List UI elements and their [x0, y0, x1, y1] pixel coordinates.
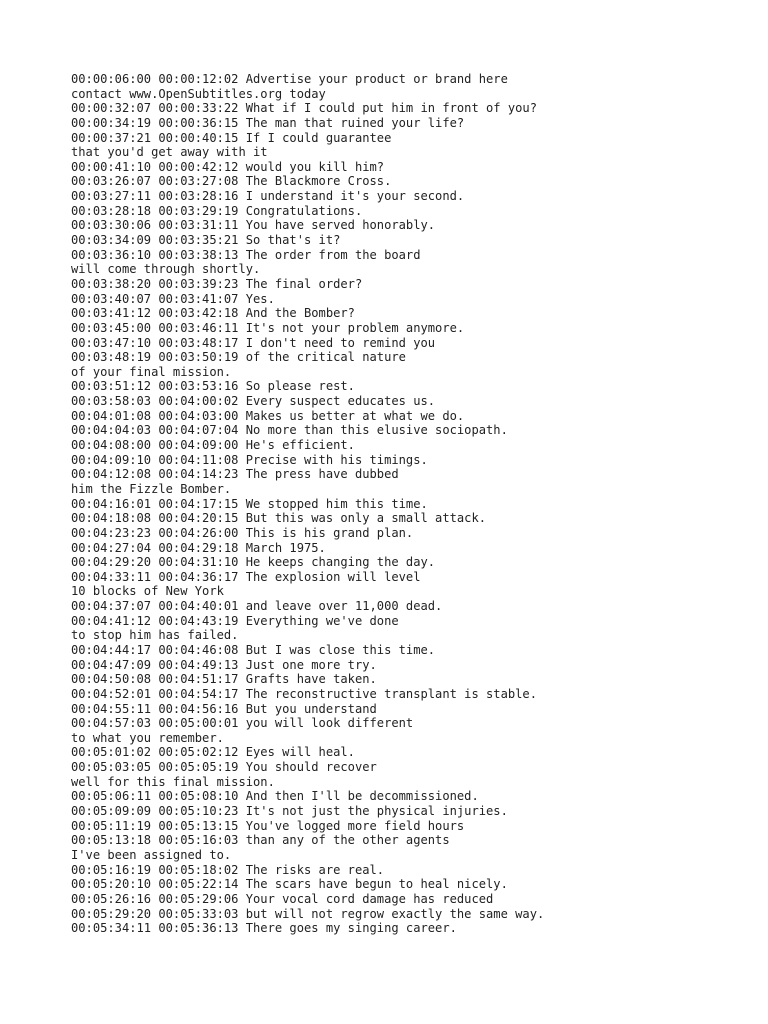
subtitle-line: 00:04:55:11 00:04:56:16 But you understand [71, 701, 377, 716]
subtitle-line: 00:04:44:17 00:04:46:08 But I was close this time. [71, 642, 436, 657]
subtitle-line: 00:05:11:19 00:05:13:15 You've logged more field hours [71, 818, 465, 833]
subtitle-line: 00:03:45:00 00:03:46:11 It's not your problem anymore. [71, 320, 465, 335]
subtitle-line: 00:04:08:00 00:04:09:00 He's efficient. [71, 438, 355, 453]
subtitle-line: 00:05:16:19 00:05:18:02 The risks are real. [71, 862, 385, 877]
subtitle-line: 00:04:16:01 00:04:17:15 We stopped him this time. [71, 496, 428, 511]
subtitle-line: 00:03:41:12 00:03:42:18 And the Bomber? [71, 306, 355, 321]
subtitle-line: 00:04:09:10 00:04:11:08 Precise with his timings. [71, 452, 428, 467]
subtitle-line: 00:03:58:03 00:04:00:02 Every suspect educates us. [71, 394, 436, 409]
subtitle-line: 00:04:47:09 00:04:49:13 Just one more try. [71, 657, 377, 672]
subtitle-line: 00:04:27:04 00:04:29:18 March 1975. [71, 540, 326, 555]
subtitle-line: 00:03:47:10 00:03:48:17 I don't need to remind you [71, 335, 436, 350]
subtitle-line: 00:05:06:11 00:05:08:10 And then I'll be decommissioned. [71, 789, 479, 804]
subtitle-line: 00:00:41:10 00:00:42:12 would you kill him? [71, 159, 385, 174]
subtitle-line: 00:04:29:20 00:04:31:10 He keeps changing the day. [71, 555, 436, 570]
subtitle-line: that you'd get away with it [71, 145, 268, 160]
subtitle-line: 00:05:13:18 00:05:16:03 than any of the other agents [71, 833, 450, 848]
subtitle-line: 00:03:28:18 00:03:29:19 Congratulations. [71, 203, 363, 218]
subtitle-line: 00:04:50:08 00:04:51:17 Grafts have taken. [71, 672, 377, 687]
subtitle-line: 00:00:32:07 00:00:33:22 What if I could put him in front of you? [71, 101, 537, 116]
subtitle-line: 00:00:34:19 00:00:36:15 The man that ruined your life? [71, 115, 465, 130]
subtitle-line: 00:05:03:05 00:05:05:19 You should recover [71, 760, 377, 775]
subtitle-line: 00:04:33:11 00:04:36:17 The explosion will level [71, 569, 421, 584]
subtitle-line: 00:04:57:03 00:05:00:01 you will look different [71, 716, 414, 731]
subtitle-line: 00:04:52:01 00:04:54:17 The reconstructive transplant is stable. [71, 686, 537, 701]
subtitle-document [71, 72, 761, 936]
subtitle-line: 00:03:36:10 00:03:38:13 The order from the board [71, 247, 421, 262]
subtitle-line: 00:05:26:16 00:05:29:06 Your vocal cord damage has reduced [71, 891, 494, 906]
subtitle-line: well for this final mission. [71, 774, 275, 789]
subtitle-line: contact www.OpenSubtitles.org today [71, 86, 326, 101]
subtitle-line: will come through shortly. [71, 262, 261, 277]
subtitle-line: 00:03:40:07 00:03:41:07 Yes. [71, 291, 275, 306]
subtitle-line: 00:00:37:21 00:00:40:15 If I could guarantee [71, 130, 392, 145]
subtitle-line: 00:05:29:20 00:05:33:03 but will not regrow exactly the same way. [71, 906, 545, 921]
subtitle-line: 00:04:23:23 00:04:26:00 This is his grand plan. [71, 525, 414, 540]
subtitle-line: 00:05:09:09 00:05:10:23 It's not just the physical injuries. [71, 804, 508, 819]
subtitle-line: 00:00:06:00 00:00:12:02 Advertise your product or brand here [71, 72, 508, 86]
subtitle-line: 00:04:01:08 00:04:03:00 Makes us better at what we do. [71, 408, 465, 423]
subtitle-line: 00:03:27:11 00:03:28:16 I understand it's your second. [71, 189, 465, 204]
subtitle-line: him the Fizzle Bomber. [71, 481, 232, 496]
subtitle-line: 00:03:38:20 00:03:39:23 The final order? [71, 276, 363, 291]
subtitle-line: 00:04:41:12 00:04:43:19 Everything we've done [71, 613, 399, 628]
subtitle-line: to stop him has failed. [71, 628, 239, 643]
subtitle-line: 00:03:26:07 00:03:27:08 The Blackmore Cross. [71, 174, 392, 189]
subtitle-line: 00:04:37:07 00:04:40:01 and leave over 11,000 dead. [71, 599, 443, 614]
subtitle-line: of your final mission. [71, 364, 232, 379]
subtitle-line: 00:04:04:03 00:04:07:04 No more than this elusive sociopath. [71, 423, 508, 438]
subtitle-line: 00:05:01:02 00:05:02:12 Eyes will heal. [71, 745, 355, 760]
subtitle-line: 00:03:34:09 00:03:35:21 So that's it? [71, 233, 341, 248]
subtitle-line: 00:05:34:11 00:05:36:13 There goes my singing career. [71, 921, 457, 936]
subtitle-line: 10 blocks of New York [71, 584, 224, 599]
subtitle-line: 00:04:12:08 00:04:14:23 The press have dubbed [71, 467, 399, 482]
subtitle-line: 00:03:48:19 00:03:50:19 of the critical nature [71, 350, 406, 365]
subtitle-line: to what you remember. [71, 730, 224, 745]
subtitle-line: 00:03:30:06 00:03:31:11 You have served honorably. [71, 218, 436, 233]
subtitle-line: I've been assigned to. [71, 847, 232, 862]
subtitle-line: 00:05:20:10 00:05:22:14 The scars have begun to heal nicely. [71, 877, 508, 892]
subtitle-line: 00:04:18:08 00:04:20:15 But this was only a small attack. [71, 511, 487, 526]
subtitle-line: 00:03:51:12 00:03:53:16 So please rest. [71, 379, 355, 394]
